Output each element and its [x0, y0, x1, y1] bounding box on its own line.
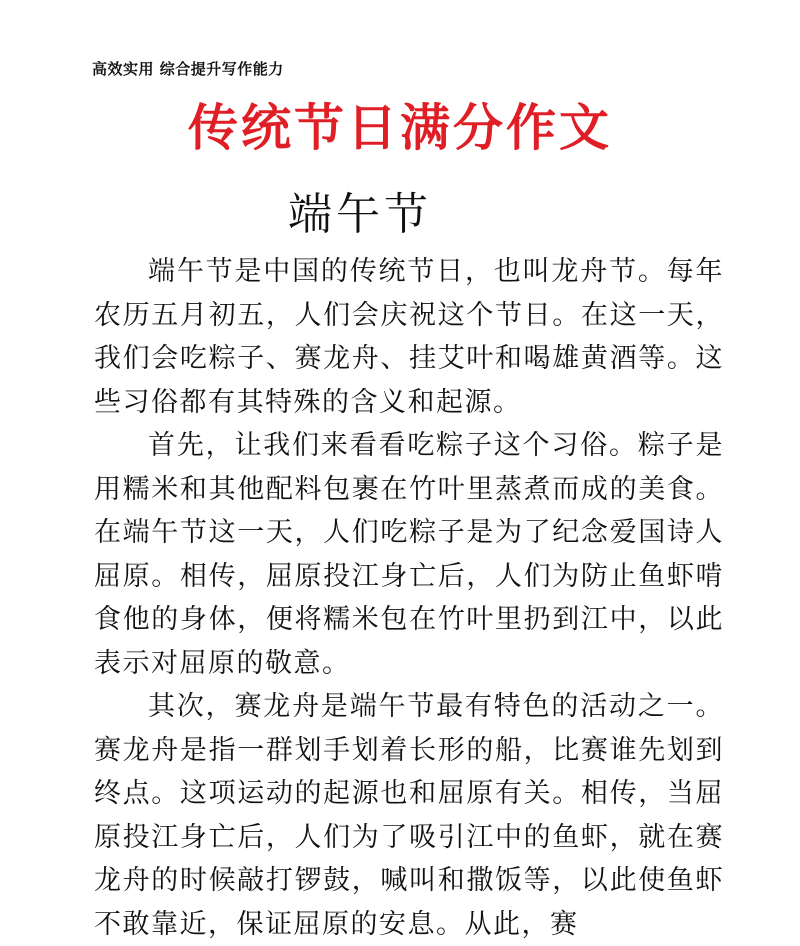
main-title: 传统节日满分作文	[188, 98, 612, 157]
essay-body	[94, 250, 724, 946]
essay-title: 端午节	[288, 189, 432, 240]
essay-paragraph-2: 首先，让我们来看看吃粽子这个习俗。粽子是用糯米和其他配料包裹在竹叶里蒸煮而成的美食。在端午节这一天，人们吃粽子是为了纪念爱国诗人屈原。相传，屈原投江身亡后，人们为防止鱼虾啃食他的身体，便将糯米包在竹叶里扔到江中，以此表示对屈原的敬意。	[94, 430, 724, 679]
header-tagline: 高效实用 综合提升写作能力	[92, 60, 284, 78]
essay-paragraph-3: 其次，赛龙舟是端午节最有特色的活动之一。赛龙舟是指一群划手划着长形的船，比赛谁先划到终点。这项运动的起源也和屈原有关。相传，当屈原投江身亡后，人们为了吸引江中的鱼虾，就在赛龙舟的时候敲打锣鼓，喊叫和撒饭等，以此使鱼虾不敢靠近，保证屈原的安息。从此，赛	[94, 691, 724, 940]
essay-paragraph-1: 端午节是中国的传统节日，也叫龙舟节。每年农历五月初五，人们会庆祝这个节日。在这一天，我们会吃粽子、赛龙舟、挂艾叶和喝雄黄酒等。这些习俗都有其特殊的含义和起源。	[94, 256, 724, 418]
